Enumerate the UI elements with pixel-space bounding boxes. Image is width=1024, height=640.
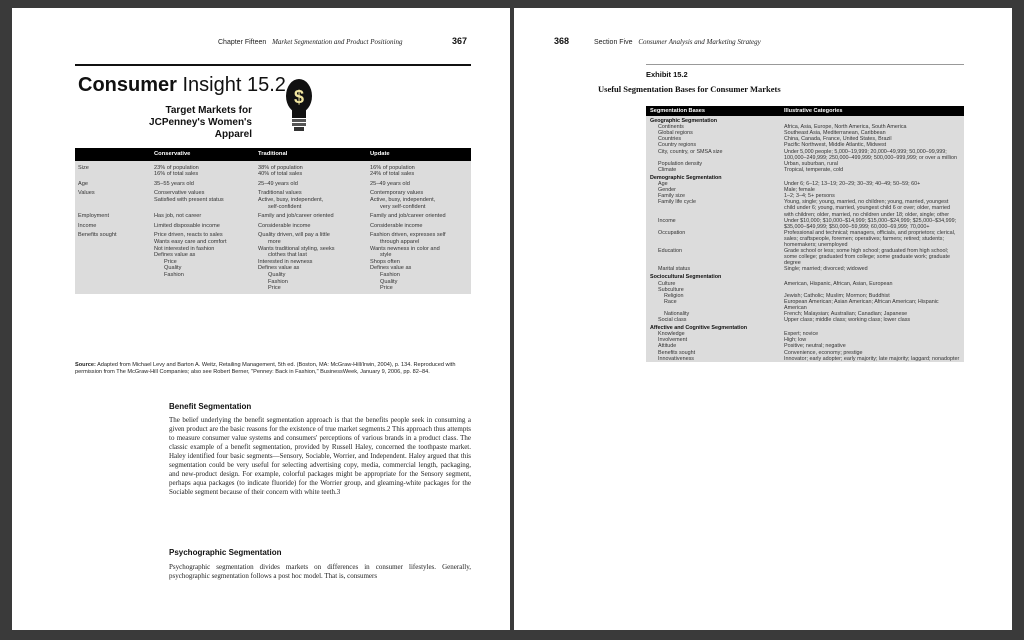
illustrative-categories: Africa, Asia, Europe, North America, South America — [784, 124, 907, 131]
illustrative-categories: European American; Asian American; African American; Hispanic American — [784, 298, 939, 311]
table-header — [75, 148, 151, 161]
illustrative-categories: China, Canada, France, United States, Brazil — [784, 136, 892, 143]
table-header-row — [75, 148, 471, 161]
table-header: Traditional — [255, 148, 367, 161]
illustrative-categories: Under 6; 6–12; 13–19; 20–29; 30–39; 40–49; 50–59; 60+ — [784, 181, 921, 188]
illustrative-categories: Grade school or less; some high school; graduated from high school; some college; graduated from college; some graduate work; graduate degree — [784, 248, 951, 267]
page-number: 367 — [452, 36, 468, 46]
table-cell: Considerable income — [370, 222, 423, 229]
segmentation-base: Benefits sought — [658, 349, 696, 356]
segmentation-base: Knowledge — [658, 331, 685, 338]
table-row — [646, 116, 964, 124]
running-head: Section Five Consumer Analysis and Marketing Strategy — [594, 38, 761, 46]
table-row — [646, 248, 964, 266]
table-row — [646, 356, 964, 362]
segmentation-base: Subculture — [658, 286, 684, 293]
illustrative-categories: Upper class; middle class; working class; lower class — [784, 317, 911, 324]
table-cell: Has job, not career — [154, 213, 202, 220]
table-row — [75, 212, 471, 222]
exhibit-label: Exhibit 15.2 — [646, 70, 688, 79]
segmentation-base: Geographic Segmentation — [650, 118, 718, 125]
segmentation-base: Involvement — [658, 337, 688, 344]
table-row — [646, 230, 964, 248]
psychographic-paragraph: Psychographic segmentation divides markets on differences in consumer lifestyles. Generally, psychographic segmentation follows a post hoc model. That is, consumers — [169, 563, 471, 580]
illustrative-categories: Innovator; early adopter; early majority; late majority; laggard; nonadopter — [784, 355, 960, 362]
left-page — [12, 8, 510, 630]
segmentation-base: Marital status — [658, 266, 691, 273]
segmentation-base: Global regions — [658, 130, 693, 137]
table-header: Illustrative Categories — [780, 106, 964, 116]
table-row — [646, 299, 964, 311]
table-cell: 25–49 years old — [258, 180, 298, 187]
table-row — [75, 231, 471, 293]
table-cell: Price driven, reacts to sales Wants easy care and comfort Not interested in fashion Defines value as Price Quality Fashion — [154, 232, 227, 278]
table-row — [75, 161, 471, 180]
source-note: Source: Adapted from Michael Levy and Barton A. Weitz, Retailing Management, 5th ed. (Boston, MA: McGraw-Hill/Irwin, 2004), p. 134. Reproduced with permission from The McGraw-Hill Companies; also see Robert Berner, "Penney: Back in Fashion," BusinessWeek, January 9, 2006, pp. 82–84. — [75, 362, 456, 375]
illustrative-categories: High; low — [784, 337, 807, 344]
segmentation-base: Demographic Segmentation — [650, 174, 722, 181]
illustrative-categories: Single; married; divorced; widowed — [784, 266, 868, 273]
table-cell: Values — [78, 190, 95, 197]
table-cell: 35–55 years old — [154, 180, 194, 187]
box-title: Consumer Insight 15.2 — [78, 74, 286, 96]
segmentation-base: Countries — [658, 136, 682, 143]
table-cell: Traditional values Active, busy, independent, self-confident — [258, 190, 324, 210]
illustrative-categories: Southeast Asia, Mediterranean, Caribbean — [784, 130, 886, 137]
segmentation-base: Income — [658, 217, 676, 224]
segmentation-base: Innovativeness — [658, 355, 694, 362]
segmentation-base: Occupation — [658, 229, 686, 236]
segmentation-base: Gender — [658, 187, 676, 194]
segmentation-base: Social class — [658, 317, 687, 324]
table-header-row — [646, 106, 964, 116]
illustrative-categories: Male; female — [784, 187, 815, 194]
table-header: Conservative — [151, 148, 255, 161]
illustrative-categories: Urban, suburban, rural — [784, 160, 838, 167]
table-row — [646, 199, 964, 217]
segmentation-base: Sociocultural Segmentation — [650, 274, 722, 281]
table-cell: Considerable income — [258, 222, 311, 229]
exhibit-title: Useful Segmentation Bases for Consumer Markets — [598, 84, 781, 94]
table-cell: Age — [78, 180, 88, 187]
table-cell: Employment — [78, 213, 110, 220]
table-header: Update — [367, 148, 471, 161]
running-head: Chapter Fifteen Market Segmentation and Product Positioning — [218, 38, 403, 46]
illustrative-categories: Pacific Northwest, Middle Atlantic, Midwest — [784, 142, 887, 149]
table-cell: Size — [78, 164, 89, 171]
segmentation-base: Education — [658, 248, 682, 255]
segmentation-base: Race — [664, 298, 677, 305]
table-cell: 25–49 years old — [370, 180, 410, 187]
page-number: 368 — [554, 36, 570, 46]
table-row — [75, 189, 471, 212]
illustrative-categories: Young, single; young, married, no children; young, married, youngest child under 6; young, married, youngest child 6 or over; older, married with children; older, married, no children under 18; older, single; other — [784, 199, 950, 218]
illustrative-categories — [780, 116, 964, 124]
segmentation-base: Age — [658, 181, 668, 188]
table-row — [75, 222, 471, 232]
illustrative-categories: French; Malaysian; Australian; Canadian; Japanese — [784, 311, 908, 317]
table-row — [646, 173, 964, 181]
header-rule — [646, 64, 964, 65]
benefit-paragraph: The belief underlying the benefit segmentation approach is that the benefits people seek in consuming a given product are the basic reasons for the existence of true market segments.2 This approach thus attempts to measure consumer value systems and consumers' perceptions of various brands in a product class. The classic example of a benefit segmentation, provided by Russell Haley, concerned the toothpaste market. Haley identified four basic segments—Sensory, Sociable, Worrier, and Independent. Haley argued that this segmentation could be very useful for selecting advertising copy, media, commercial length, packaging, and new-product design. For example, colorful packages might be appropriate for the Sensory segment, perhaps aqua packages (to indicate fluoride) for the Worrier group, and gleaming-white packages for the Sociable segment because of their concern with white teeth.3 — [169, 416, 471, 496]
table-cell: Quality driven, will pay a little more Wants traditional styling, seeks clothes that last Interested in newness Defines value as Quality Fashion Price — [258, 232, 335, 292]
segmentation-base: Culture — [658, 280, 676, 287]
illustrative-categories: Expert; novice — [784, 331, 819, 338]
illustrative-categories — [780, 272, 964, 280]
right-page — [514, 8, 1012, 630]
segmentation-base: City, country, or SMSA size — [658, 148, 723, 155]
illustrative-categories — [780, 323, 964, 331]
table-row — [646, 218, 964, 230]
segmentation-base: Affective and Cognitive Segmentation — [650, 325, 748, 332]
segmentation-base: Nationality — [664, 311, 690, 317]
heading-benefit-segmentation: Benefit Segmentation — [169, 402, 252, 411]
table-row — [646, 272, 964, 280]
illustrative-categories: 1–2; 3–4; 5+ persons — [784, 193, 835, 200]
illustrative-categories: Professional and technical; managers, officials, and proprietors; clerical, sales; craftspeople, foremen; operatives; farmers; retired; students; homemakers; unemployed — [784, 229, 956, 248]
illustrative-categories: Under 5,000 people; 5,000–19,999; 20,000–49,999; 50,000–99,999; 100,000–249,999; 250,000–499,999; 500,000–999,999; or over a million — [784, 148, 957, 161]
lightbulb-dollar-icon — [284, 76, 314, 140]
illustrative-categories: Jewish; Catholic; Muslim; Mormon; Buddhist — [784, 292, 890, 299]
segmentation-base: Attitude — [658, 343, 677, 350]
illustrative-categories: Convenience, economy; prestige — [784, 349, 863, 356]
segmentation-base: Religion — [664, 292, 684, 299]
table-cell: Conservative values Satisfied with present status — [154, 190, 224, 203]
table-header: Segmentation Bases — [646, 106, 780, 116]
table-row — [646, 149, 964, 161]
table-cell: 38% of population 40% of total sales — [258, 164, 303, 178]
table-cell: Family and job/career oriented — [258, 213, 334, 220]
table-cell: 23% of population 16% of total sales — [154, 164, 199, 178]
illustrative-categories: Positive; neutral; negative — [784, 343, 846, 350]
table-cell: 16% of population 24% of total sales — [370, 164, 415, 178]
table-row — [646, 323, 964, 331]
table-row — [75, 180, 471, 190]
segmentation-base: Family life cycle — [658, 199, 697, 206]
target-markets-table — [75, 148, 471, 294]
segmentation-base: Country regions — [658, 142, 697, 149]
box-subtitle: Target Markets for JCPenney's Women's Apparel — [149, 105, 252, 140]
table-cell: Limited disposable income — [154, 222, 220, 229]
segmentation-base: Climate — [658, 166, 677, 173]
segmentation-base: Population density — [658, 160, 703, 167]
illustrative-categories: Under $10,000; $10,000–$14,999; $15,000–$24,999; $25,000–$34,999; $35,000–$49,999; $50,000–59,999; 60,000–69,999; 70,000+ — [784, 217, 957, 230]
svg-text:$: $ — [293, 87, 305, 107]
segmentation-base: Continents — [658, 124, 684, 131]
illustrative-categories — [780, 173, 964, 181]
table-cell: Benefits sought — [78, 232, 117, 239]
illustrative-categories: American, Hispanic, African, Asian, European — [784, 280, 893, 287]
segmentation-bases-table — [646, 106, 964, 362]
table-cell: Contemporary values Active, busy, independent, very self-confident — [370, 190, 436, 210]
box-top-rule — [75, 64, 471, 66]
table-cell: Family and job/career oriented — [370, 213, 446, 220]
segmentation-base: Family size — [658, 193, 685, 200]
table-cell: Income — [78, 222, 97, 229]
illustrative-categories: Tropical, temperate, cold — [784, 166, 844, 173]
table-cell: Fashion driven, expresses self through apparel Wants newness in color and style Shops often Defines value as Fashion Quality Price — [370, 232, 446, 292]
heading-psychographic-segmentation: Psychographic Segmentation — [169, 548, 282, 557]
